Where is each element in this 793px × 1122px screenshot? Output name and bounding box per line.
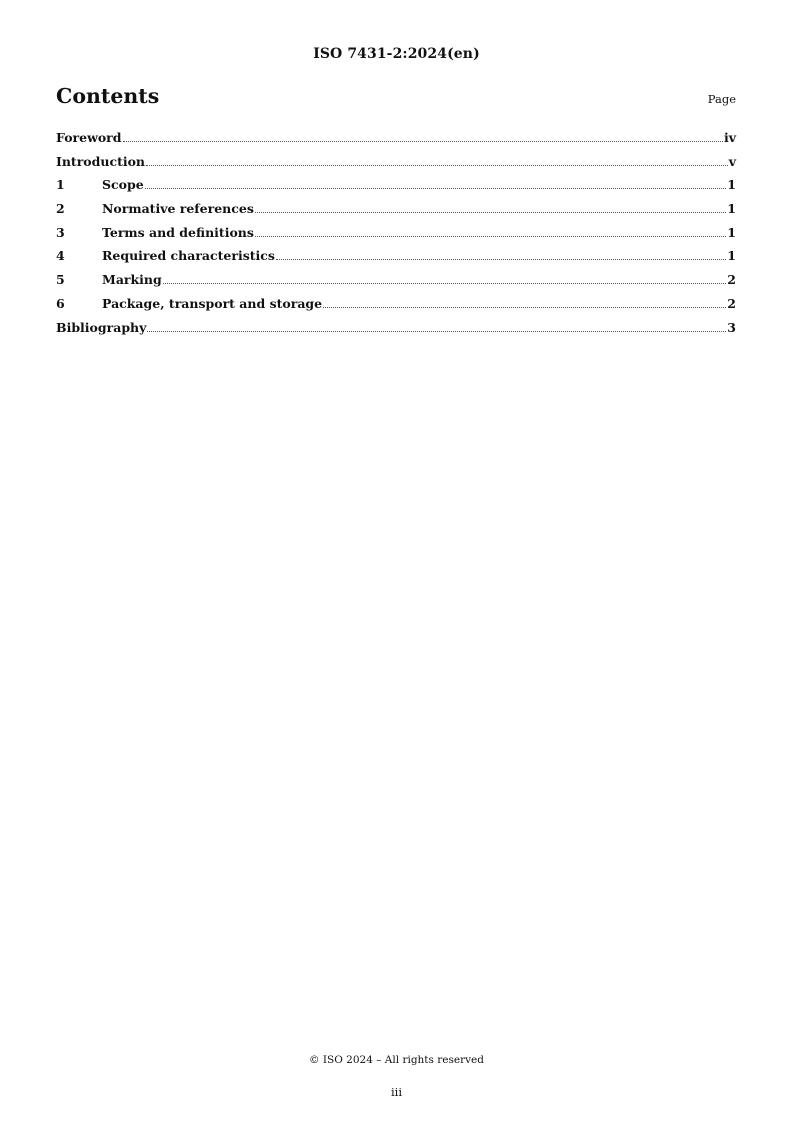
dot-leader <box>145 187 727 189</box>
document-id-header: ISO 7431-2:2024(en) <box>313 46 480 62</box>
toc-entry-number: 3 <box>56 224 65 240</box>
toc-entry-page: iv <box>723 130 736 145</box>
toc-entry-page: 1 <box>727 248 736 264</box>
page-number: iii <box>390 1085 403 1099</box>
dot-leader <box>255 235 726 237</box>
toc-entry-page: 1 <box>727 177 736 193</box>
toc-entry-page: 1 <box>727 224 736 240</box>
page-column-label: Page <box>707 92 736 106</box>
toc-entry-number: 4 <box>56 248 65 264</box>
toc-entry-terms-and-definitions[interactable] <box>56 223 736 247</box>
toc-entry-title: Bibliography <box>56 319 147 335</box>
toc-entry-marking[interactable] <box>56 270 736 294</box>
dot-leader <box>276 258 726 260</box>
toc-entry-bibliography[interactable] <box>56 318 736 342</box>
table-of-contents <box>56 128 736 341</box>
toc-entry-package-transport-storage[interactable] <box>56 294 736 318</box>
toc-entry-required-characteristics[interactable] <box>56 246 736 270</box>
toc-entry-page: 1 <box>727 201 736 217</box>
toc-entry-title: Terms and definitions <box>102 224 254 240</box>
toc-entry-number: 2 <box>56 201 65 217</box>
contents-heading: Contents <box>56 84 160 108</box>
dot-leader <box>255 211 726 213</box>
toc-entry-page: 2 <box>727 295 736 311</box>
toc-entry-introduction[interactable] <box>56 152 736 176</box>
toc-entry-page: v <box>728 153 736 169</box>
toc-entry-number: 1 <box>56 177 65 193</box>
copyright-notice: © ISO 2024 – All rights reserved <box>309 1054 484 1066</box>
toc-entry-title: Package, transport and storage <box>102 295 323 311</box>
toc-entry-page: 2 <box>727 272 736 288</box>
dot-leader <box>163 282 727 284</box>
dot-leader <box>323 306 726 308</box>
toc-entry-title: Normative references <box>102 201 254 217</box>
dot-leader <box>147 330 726 332</box>
toc-entry-number: 6 <box>56 295 65 311</box>
toc-entry-title: Required characteristics <box>102 248 275 264</box>
toc-entry-number: 5 <box>56 272 65 288</box>
toc-entry-scope[interactable] <box>56 175 736 199</box>
toc-entry-normative-references[interactable] <box>56 199 736 223</box>
toc-entry-title: Scope <box>102 177 144 193</box>
toc-entry-title: Marking <box>102 272 162 288</box>
dot-leader <box>146 164 728 166</box>
toc-entry-foreword[interactable] <box>56 128 736 152</box>
dot-leader <box>123 140 723 142</box>
toc-entry-title: Introduction <box>56 153 146 169</box>
toc-entry-title: Foreword <box>56 130 122 145</box>
toc-entry-page: 3 <box>727 319 736 335</box>
